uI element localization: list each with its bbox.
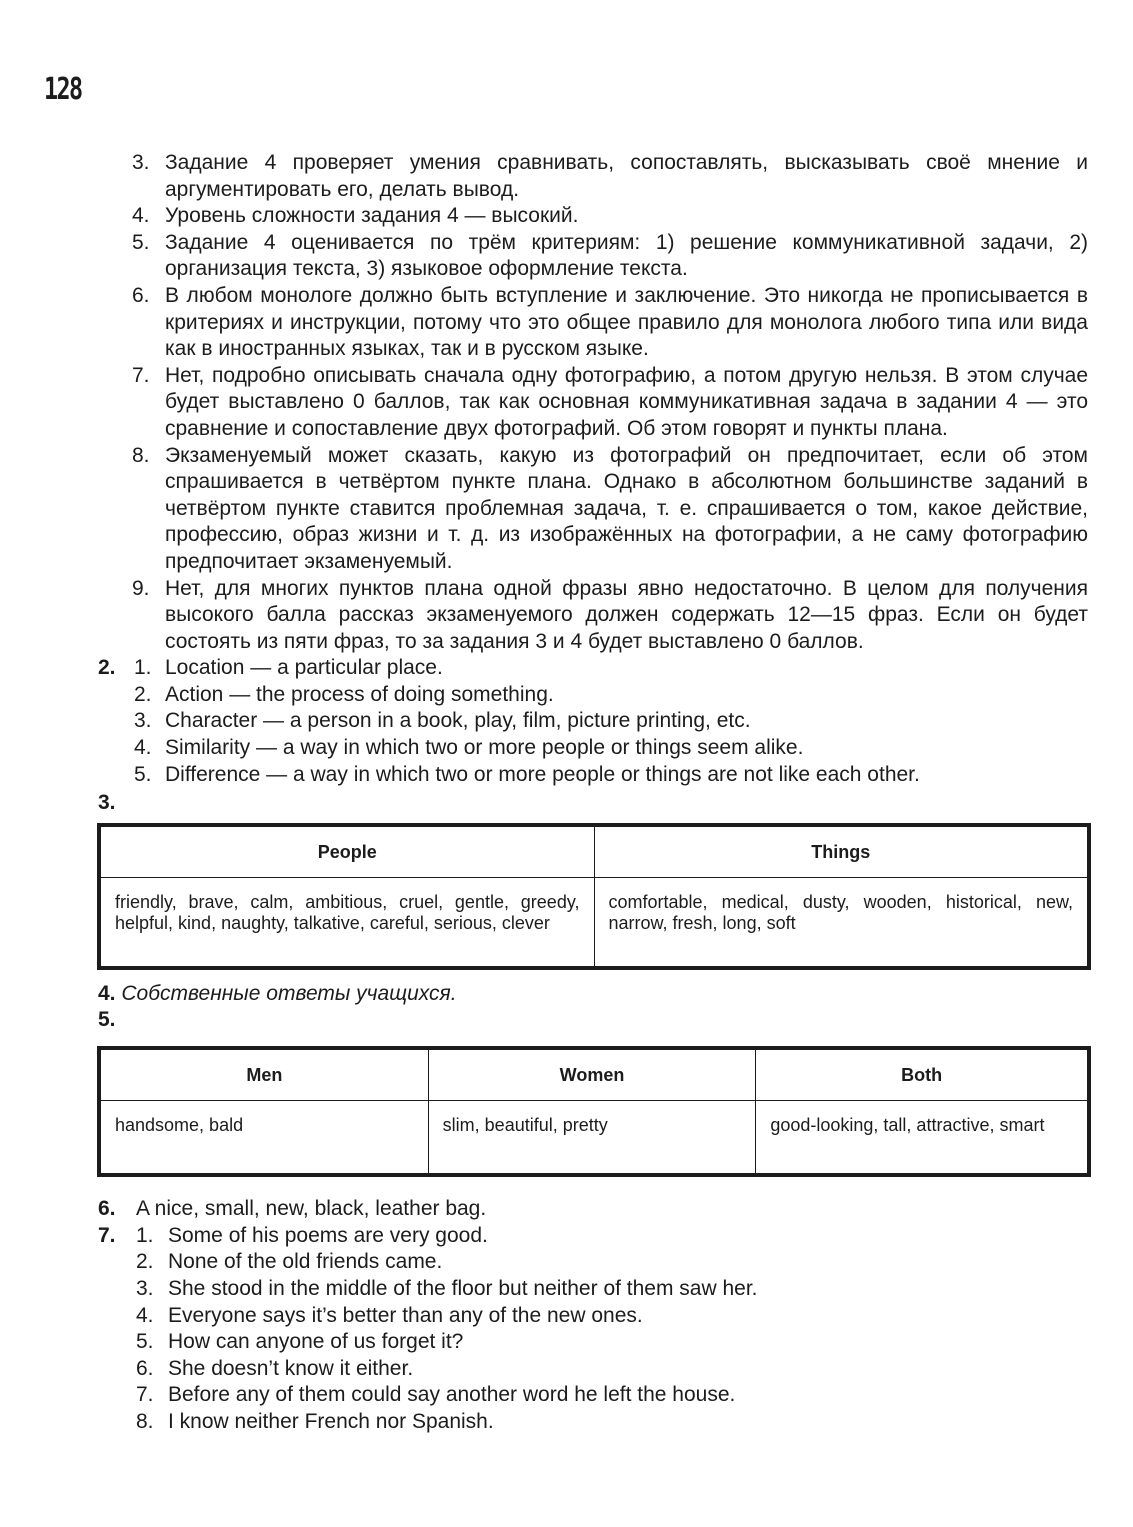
list-item <box>98 443 1088 576</box>
section-6 <box>98 1196 1088 1223</box>
list-item <box>98 735 1088 762</box>
section-3-label: 3. <box>98 791 116 815</box>
item-number: 6. <box>136 1356 154 1380</box>
item-text: Before any of them could say another word he left the house. <box>168 1383 736 1407</box>
list-item <box>98 1249 1088 1276</box>
item-text: None of the old friends came. <box>168 1250 443 1274</box>
list-item <box>98 1409 1088 1436</box>
section-4 <box>98 981 1088 1007</box>
list-item <box>98 283 1088 363</box>
list-item <box>98 708 1088 735</box>
column-header: Women <box>428 1050 756 1101</box>
section-2-list <box>98 655 1088 788</box>
item-text: Нет, подробно описывать сначала одну фотографию, а потом другую нельзя. В этом случае будет выставлено 0 баллов, так как основная коммуникативная задача в задании 4 — это сравнение и сопоставление двух фотографий. Об этом говорят и пункты плана. <box>165 363 1088 440</box>
table-cell: slim, beautiful, pretty <box>428 1101 756 1174</box>
list-item <box>98 1276 1088 1303</box>
item-text: В любом монологе должно быть вступление и заключение. Это никогда не прописывается в критериях и инструкции, потому что это общее правило для монолога любого типа или вида как в иностранных языках, так и в русском языке. <box>165 283 1088 361</box>
list-item <box>98 576 1088 656</box>
item-number: 3. <box>136 1277 154 1301</box>
page-content <box>98 150 1088 1436</box>
item-number: 8. <box>132 443 150 467</box>
item-number: 7. <box>132 363 150 387</box>
item-number: 3. <box>134 709 152 733</box>
table-header-row <box>101 827 1088 878</box>
list-item <box>98 1382 1088 1409</box>
table-cell: good-looking, tall, attractive, smart <box>756 1101 1088 1174</box>
list-item <box>98 230 1088 283</box>
table-row <box>101 1101 1088 1174</box>
list-item <box>98 762 1088 789</box>
page-number: 128 <box>44 72 82 107</box>
item-text: Нет, для многих пунктов плана одной фразы явно недостаточно. В целом для получения высокого балла рассказ экзаменуемого должен содержать 12—15 фраз. Если он будет состоять из пяти фраз, то за задания 3 и 4 будет выставлено 0 баллов. <box>165 576 1088 653</box>
section-label: 6. <box>98 1197 116 1221</box>
item-text: Some of his poems are very good. <box>168 1223 488 1247</box>
item-text: Задание 4 оценивается по трём критериям: 1) решение коммуникативной задачи, 2) организация текста, 3) языковое оформление текста. <box>165 230 1088 281</box>
section-1-list <box>98 150 1088 655</box>
item-text: I know neither French nor Spanish. <box>168 1410 494 1433</box>
item-text: She doesn’t know it either. <box>168 1356 414 1380</box>
section-label: 2. <box>98 656 116 680</box>
item-text: Задание 4 проверяет умения сравнивать, сопоставлять, высказывать своё мнение и аргументировать его, делать вывод. <box>165 151 1088 201</box>
section-4-text: Собственные ответы учащихся. <box>121 982 457 1006</box>
item-text: How can anyone of us forget it? <box>168 1330 464 1354</box>
item-number: 6. <box>132 283 150 307</box>
item-number: 7. <box>136 1383 154 1407</box>
item-number: 2. <box>134 682 152 706</box>
section-label: 4. <box>98 982 116 1006</box>
item-text: She stood in the middle of the floor but neither of them saw her. <box>168 1277 758 1301</box>
column-header: People <box>101 827 595 878</box>
item-number: 5. <box>136 1330 154 1354</box>
section-7-list <box>98 1223 1088 1436</box>
item-number: 4. <box>132 204 150 228</box>
item-number: 8. <box>136 1410 154 1433</box>
section-5-label: 5. <box>98 1008 116 1032</box>
people-things-table <box>100 826 1088 967</box>
list-item <box>98 203 1088 230</box>
section-6-text: A nice, small, new, black, leather bag. <box>136 1197 487 1221</box>
list-item <box>98 1303 1088 1330</box>
item-text: Экзаменуемый может сказать, какую из фотографий он предпочитает, если об этом спрашивается в четвёртом пункте плана. Однако в абсолютном большинстве заданий в четвёртом пункте ставится проблемная задача, т. е. спрашивается о том, какое действие, профессию, образ жизни и т. д. из изображённых на фотографии, а не саму фотографию предпочитает экзаменуемый. <box>165 443 1088 573</box>
item-number: 2. <box>136 1250 154 1274</box>
table-cell: comfortable, medical, dusty, wooden, historical, new, narrow, fresh, long, soft <box>594 878 1088 967</box>
column-header: Men <box>101 1050 429 1101</box>
item-number: 3. <box>132 151 150 174</box>
list-item <box>98 682 1088 709</box>
item-text: Difference — a way in which two or more people or things are not like each other. <box>165 762 920 786</box>
column-header: Both <box>756 1050 1088 1101</box>
item-text: Location — a particular place. <box>165 656 443 680</box>
section-label: 7. <box>98 1223 116 1247</box>
item-text: Action — the process of doing something. <box>165 682 554 706</box>
table-cell: friendly, brave, calm, ambitious, cruel, gentle, greedy, helpful, kind, naughty, talkative, careful, serious, clever <box>101 878 595 967</box>
item-number: 9. <box>132 576 150 600</box>
item-text: Everyone says it’s better than any of the new ones. <box>168 1303 643 1327</box>
men-women-both-table <box>100 1049 1088 1174</box>
list-item <box>98 1196 1088 1223</box>
item-number: 4. <box>136 1303 154 1327</box>
item-number: 5. <box>134 762 152 786</box>
list-item <box>98 363 1088 443</box>
table-row <box>101 878 1088 967</box>
list-item <box>98 1223 1088 1250</box>
list-item <box>98 150 1088 203</box>
item-number: 5. <box>132 230 150 254</box>
item-text: Уровень сложности задания 4 — высокий. <box>165 204 579 228</box>
table-header-row <box>101 1050 1088 1101</box>
item-number: 1. <box>136 1223 154 1247</box>
item-number: 4. <box>134 736 152 760</box>
item-number: 1. <box>134 656 152 680</box>
list-item <box>98 655 1088 682</box>
item-text: Character — a person in a book, play, film, picture printing, etc. <box>165 709 751 733</box>
column-header: Things <box>594 827 1088 878</box>
item-text: Similarity — a way in which two or more people or things seem alike. <box>165 736 804 760</box>
table-cell: handsome, bald <box>101 1101 429 1174</box>
list-item <box>98 1356 1088 1383</box>
list-item <box>98 1329 1088 1356</box>
